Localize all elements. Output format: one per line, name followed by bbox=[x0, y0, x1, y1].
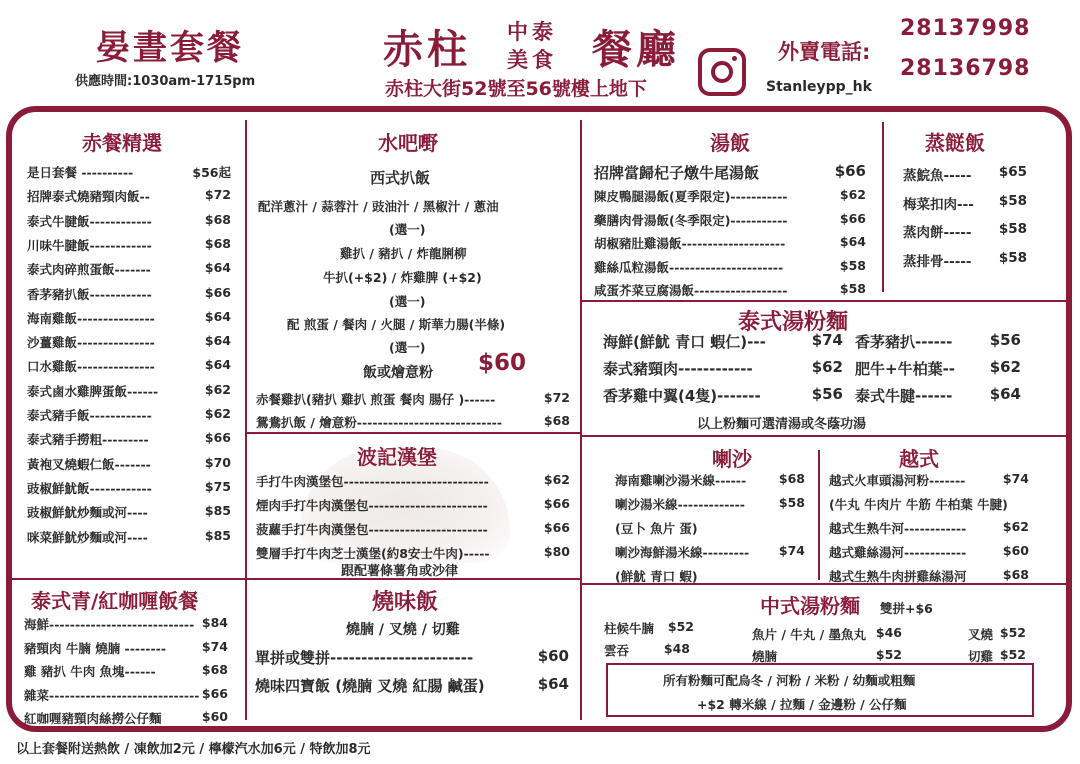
item-price: $68 bbox=[204, 235, 231, 251]
instagram-icon bbox=[698, 48, 746, 96]
item-name: 海鮮---------------------------- bbox=[24, 617, 195, 632]
rice-or-spaghetti: 飯或燴意粉 bbox=[363, 365, 433, 381]
combo-note: 雙拼+$6 bbox=[880, 601, 933, 616]
menu-item bbox=[594, 281, 870, 299]
item-name: 川味牛腱飯------------ bbox=[27, 237, 152, 253]
menu-item bbox=[903, 250, 1031, 270]
item-price: $75 bbox=[204, 478, 231, 494]
item-price: $64 bbox=[204, 357, 231, 373]
item-name: 泰式牛腱飯------------ bbox=[27, 213, 152, 229]
item-name: 泰式肉碎煎蛋飯------- bbox=[27, 262, 151, 278]
section-title-steamed: 蒸餸飯 bbox=[925, 131, 985, 155]
item-name: 梅菜扣肉--- bbox=[903, 196, 974, 213]
burger-side-note: 跟配薯條薯角或沙律 bbox=[341, 564, 459, 579]
item-price: $62 bbox=[543, 472, 570, 487]
item-name: 雜菜----------------------------- bbox=[24, 687, 200, 703]
choose-one-1: (選一) bbox=[389, 222, 426, 237]
meat-options-1: 雞扒 / 豬扒 / 炸龍脷柳 bbox=[340, 246, 467, 261]
menu-item: 香茅雞中翼(4隻)------- $56 bbox=[603, 385, 843, 405]
menu-item: 泰式牛腱------ $64 bbox=[855, 385, 1021, 405]
item-price: $85 bbox=[204, 527, 231, 543]
item-name: 泰式豬手飯------------ bbox=[27, 408, 152, 423]
item-price: $72 bbox=[204, 187, 231, 203]
menu-item bbox=[829, 543, 1033, 561]
item-name: 海南雞飯--------------- bbox=[27, 310, 155, 326]
item-price: $60 bbox=[201, 709, 228, 724]
item-name: 越式火車頭湯河粉------- bbox=[829, 473, 966, 488]
item-name: 招牌泰式燒豬頸肉飯-- bbox=[27, 189, 150, 205]
item-name: 香茅豬扒飯------------ bbox=[27, 286, 152, 302]
divider bbox=[882, 122, 884, 292]
item-name: 煙肉手打牛肉漢堡包----------------------- bbox=[256, 498, 488, 513]
item-name: 咪菜鮮魷炒麵或河---- bbox=[27, 529, 148, 545]
divider bbox=[580, 120, 582, 720]
item-price: $70 bbox=[204, 454, 231, 470]
section-title-chicken: 赤餐精選 bbox=[82, 131, 162, 155]
item-price: $58 bbox=[778, 495, 805, 510]
item-name: 越式雞絲湯河------------ bbox=[829, 545, 967, 560]
meat-options-2: 牛扒(+$2) / 炸雞脾 (+$2) bbox=[323, 270, 482, 285]
item-price: $74 bbox=[1002, 471, 1029, 486]
choose-one-3: (選一) bbox=[389, 340, 426, 355]
menu-item bbox=[27, 455, 235, 473]
item-name: (豆卜 魚片 蛋) bbox=[615, 521, 698, 536]
restaurant-name: 赤柱 bbox=[383, 26, 471, 73]
menu-item bbox=[27, 260, 235, 278]
item-price: $64 bbox=[204, 260, 231, 276]
item-name: 越式生熟牛河------------ bbox=[829, 521, 967, 536]
item-name: 是日套餐 ---------- bbox=[27, 165, 134, 180]
item-price: $68 bbox=[1002, 567, 1029, 582]
menu-item bbox=[829, 519, 1033, 537]
divider bbox=[245, 432, 580, 434]
item-price: $68 bbox=[778, 471, 805, 486]
item-name: 雞絲瓜粒湯飯---------------------- bbox=[594, 259, 784, 275]
menu-item bbox=[24, 709, 232, 727]
item-price: $85 bbox=[204, 503, 231, 519]
menu-item: 肥牛+牛柏葉-- $62 bbox=[855, 358, 1021, 378]
item-price: $68 bbox=[204, 211, 231, 227]
menu-item bbox=[903, 164, 1031, 184]
divider bbox=[12, 578, 245, 580]
instagram-handle: Stanleypp_hk bbox=[766, 79, 872, 95]
item-name: 海南雞喇沙湯米線------ bbox=[615, 473, 747, 488]
item-name: 胡椒豬肚雞湯飯-------------------- bbox=[594, 236, 786, 251]
item-price: $74 bbox=[201, 638, 228, 654]
menu-item bbox=[27, 479, 235, 497]
item-name: 紅咖喱豬頸肉絲撈公仔麵 bbox=[24, 711, 162, 726]
item-price: $66 bbox=[543, 520, 570, 535]
menu-item bbox=[27, 528, 235, 546]
menu-item: 雲吞 $48 bbox=[604, 641, 690, 658]
menu-item bbox=[615, 567, 809, 585]
menu-item bbox=[594, 187, 870, 205]
menu-item: 魚片 / 牛丸 / 墨魚丸 $46 bbox=[752, 625, 902, 642]
menu-item-featured: 招牌當歸杞子燉牛尾湯飯 $66 bbox=[594, 162, 866, 182]
menu-item bbox=[24, 639, 232, 657]
section-title-curry: 泰式青/紅咖喱飯餐 bbox=[31, 589, 199, 613]
section-title-vietnamese: 越式 bbox=[899, 447, 939, 471]
item-name: 豉椒鮮魷炒麵或河---- bbox=[27, 505, 148, 521]
menu-item bbox=[594, 211, 870, 229]
item-name: 沙薑雞飯--------------- bbox=[27, 335, 155, 351]
item-price: $62 bbox=[204, 406, 231, 421]
menu-item bbox=[903, 193, 1031, 213]
menu-item bbox=[594, 234, 870, 252]
item-name: 越式生熟牛肉拼雞絲湯河 bbox=[829, 569, 967, 584]
divider bbox=[245, 120, 247, 720]
menu-item bbox=[829, 567, 1033, 585]
item-price: $64 bbox=[204, 308, 231, 324]
menu-item bbox=[27, 430, 235, 448]
soup-choice-note: 以上粉麵可選清湯或冬蔭功湯 bbox=[697, 417, 867, 432]
menu-item bbox=[829, 495, 1033, 513]
menu-item bbox=[256, 496, 574, 514]
item-price: $58 bbox=[998, 192, 1027, 209]
item-name: 泰式鹵水雞脾蛋飯------ bbox=[27, 383, 159, 399]
item-price: $66 bbox=[839, 210, 866, 226]
choose-one-2: (選一) bbox=[389, 294, 426, 309]
menu-item bbox=[27, 309, 235, 327]
menu-item: 赤餐雞扒(豬扒 雞扒 煎蛋 餐肉 腸仔 )------ $72 bbox=[256, 390, 570, 407]
menu-item bbox=[829, 471, 1033, 489]
item-name: 蒸肉餅----- bbox=[903, 225, 972, 241]
menu-item: 叉燒 $52 bbox=[968, 625, 1026, 642]
item-price: $58 bbox=[998, 221, 1027, 237]
menu-item: 燒腩 $52 bbox=[752, 647, 902, 664]
item-name: 喇沙海鮮湯米線--------- bbox=[615, 545, 750, 560]
divider bbox=[580, 435, 1066, 437]
delivery-label: 外賣電話: bbox=[778, 40, 871, 64]
item-price: $64 bbox=[839, 234, 866, 249]
menu-item: 燒味四寶飯 (燒腩 叉燒 紅腸 鹹蛋) $64 bbox=[255, 675, 569, 695]
item-price: $64 bbox=[204, 333, 231, 349]
service-hours: 供應時間:1030am-1715pm bbox=[75, 74, 256, 89]
menu-item bbox=[256, 520, 574, 538]
noodle-upgrade-note: +$2 轉米線 / 拉麵 / 金邊粉 / 公仔麵 bbox=[697, 697, 907, 712]
menu-item bbox=[24, 615, 232, 633]
section-title-soup-rice: 湯飯 bbox=[710, 131, 750, 155]
menu-item bbox=[27, 187, 235, 205]
item-price: $84 bbox=[201, 615, 228, 630]
item-name: 雞 豬扒 牛肉 魚塊------ bbox=[24, 664, 156, 679]
item-price: $68 bbox=[201, 662, 228, 677]
phone-2: 28136798 bbox=[900, 56, 1031, 81]
menu-item bbox=[27, 382, 235, 400]
item-price: $62 bbox=[204, 381, 231, 397]
item-name: 黃袍叉燒蝦仁飯------- bbox=[27, 456, 151, 472]
item-name: 雙層手打牛肉芝士漢堡(約8安士牛肉)----- bbox=[256, 546, 490, 561]
menu-item bbox=[27, 212, 235, 230]
item-name: 菠蘿手打牛肉漢堡包----------------------- bbox=[256, 522, 488, 537]
section-title-laksa: 喇沙 bbox=[712, 447, 752, 471]
restaurant-type: 餐廳 bbox=[592, 26, 680, 73]
cuisine-top: 中泰 bbox=[507, 19, 557, 44]
drinks-footer: 以上套餐附送熱飲 / 凍飲加2元 / 檸檬汽水加6元 / 特飲加8元 bbox=[16, 742, 371, 757]
item-name: 泰式豬手撈粗--------- bbox=[27, 432, 149, 448]
menu-item bbox=[27, 357, 235, 375]
cuisine-bottom: 美食 bbox=[507, 47, 557, 72]
item-price: $58 bbox=[839, 281, 866, 296]
menu-item: 切雞 $52 bbox=[968, 647, 1026, 664]
item-name: (鮮魷 青口 蝦) bbox=[615, 569, 698, 584]
western-rice-subtitle: 西式扒飯 bbox=[370, 169, 431, 187]
menu-item: 鴛鴦扒飯 / 燴意粉---------------------------- $68 bbox=[256, 413, 570, 430]
divider bbox=[818, 450, 820, 580]
menu-item: 香茅豬扒------ $56 bbox=[855, 331, 1021, 351]
item-price: $60 bbox=[1002, 543, 1029, 558]
item-name: 蒸排骨----- bbox=[903, 253, 972, 270]
menu-item bbox=[903, 221, 1031, 241]
menu-item bbox=[27, 285, 235, 303]
section-title-chinese-noodle: 中式湯粉麵 bbox=[760, 594, 860, 618]
menu-item bbox=[615, 495, 809, 513]
menu-item: 柱候牛腩 $52 bbox=[604, 619, 694, 636]
item-price: $62 bbox=[839, 187, 866, 202]
item-price: $62 bbox=[1002, 519, 1029, 534]
item-price: $66 bbox=[204, 284, 231, 300]
menu-item bbox=[27, 406, 235, 424]
noodle-options-note: 所有粉麵可配烏冬 / 河粉 / 米粉 / 幼麵或粗麵 bbox=[663, 673, 916, 688]
item-name: 陳皮鴨腿湯飯(夏季限定)----------- bbox=[594, 189, 788, 204]
item-name: 咸蛋芥菜豆腐湯飯------------------ bbox=[594, 283, 788, 298]
divider bbox=[580, 300, 1066, 302]
set-menu-title: 晏晝套餐 bbox=[96, 28, 244, 68]
menu-item bbox=[27, 236, 235, 254]
item-price: $56起 bbox=[192, 165, 231, 180]
item-price: $66 bbox=[543, 496, 570, 511]
item-name: 蒸鯇魚----- bbox=[903, 168, 972, 184]
item-price: $66 bbox=[204, 430, 231, 446]
item-price: $58 bbox=[839, 257, 866, 273]
item-price: $65 bbox=[998, 164, 1027, 180]
menu-item bbox=[594, 258, 870, 276]
item-name: 喇沙湯米線------------- bbox=[615, 497, 745, 512]
item-name: 豬頸肉 牛腩 燒腩 -------- bbox=[24, 640, 167, 656]
menu-item bbox=[615, 543, 809, 561]
menu-item bbox=[615, 471, 809, 489]
menu-item: 泰式豬頸肉------------ $62 bbox=[603, 358, 843, 378]
phone-1: 28137998 bbox=[900, 16, 1031, 41]
menu-item: 單拼或雙拼----------------------- $60 bbox=[255, 647, 569, 667]
menu-item bbox=[27, 163, 235, 181]
address: 赤柱大街52號至56號樓上地下 bbox=[385, 78, 647, 100]
roast-options: 燒腩 / 叉燒 / 切雞 bbox=[346, 622, 460, 638]
menu-item: 海鮮(鮮魷 青口 蝦仁)--- $74 bbox=[603, 331, 843, 351]
menu-item bbox=[615, 519, 809, 537]
section-title-water-bar: 水吧嘢 bbox=[378, 131, 438, 155]
item-name: 藥膳肉骨湯飯(冬季限定)----------- bbox=[594, 212, 788, 228]
item-price: $66 bbox=[201, 685, 228, 701]
section-title-roast: 燒味飯 bbox=[372, 589, 439, 615]
menu-item bbox=[24, 662, 232, 680]
sauce-options: 配洋蔥汁 / 蒜蓉汁 / 豉油汁 / 黑椒汁 / 蔥油 bbox=[258, 199, 499, 214]
section-title-burger: 波記漢堡 bbox=[357, 445, 437, 469]
item-price: $74 bbox=[778, 543, 805, 558]
item-name: 手打牛肉漢堡包---------------------------- bbox=[256, 474, 489, 489]
section-title-thai-noodle: 泰式湯粉麵 bbox=[738, 309, 849, 335]
item-price: $58 bbox=[998, 249, 1027, 266]
item-name: (牛丸 牛肉片 牛筋 牛柏葉 牛腱) bbox=[829, 497, 1008, 512]
item-price: $80 bbox=[543, 544, 570, 559]
menu-item bbox=[27, 503, 235, 521]
menu-item bbox=[256, 472, 574, 490]
side-options: 配 煎蛋 / 餐肉 / 火腿 / 斯華力腸(半條) bbox=[287, 317, 506, 332]
item-name: 口水雞飯--------------- bbox=[27, 359, 155, 375]
item-name: 豉椒鮮魷飯------------ bbox=[27, 480, 152, 496]
menu-item bbox=[24, 686, 232, 704]
menu-item bbox=[27, 333, 235, 351]
western-rice-price: $60 bbox=[478, 350, 527, 376]
